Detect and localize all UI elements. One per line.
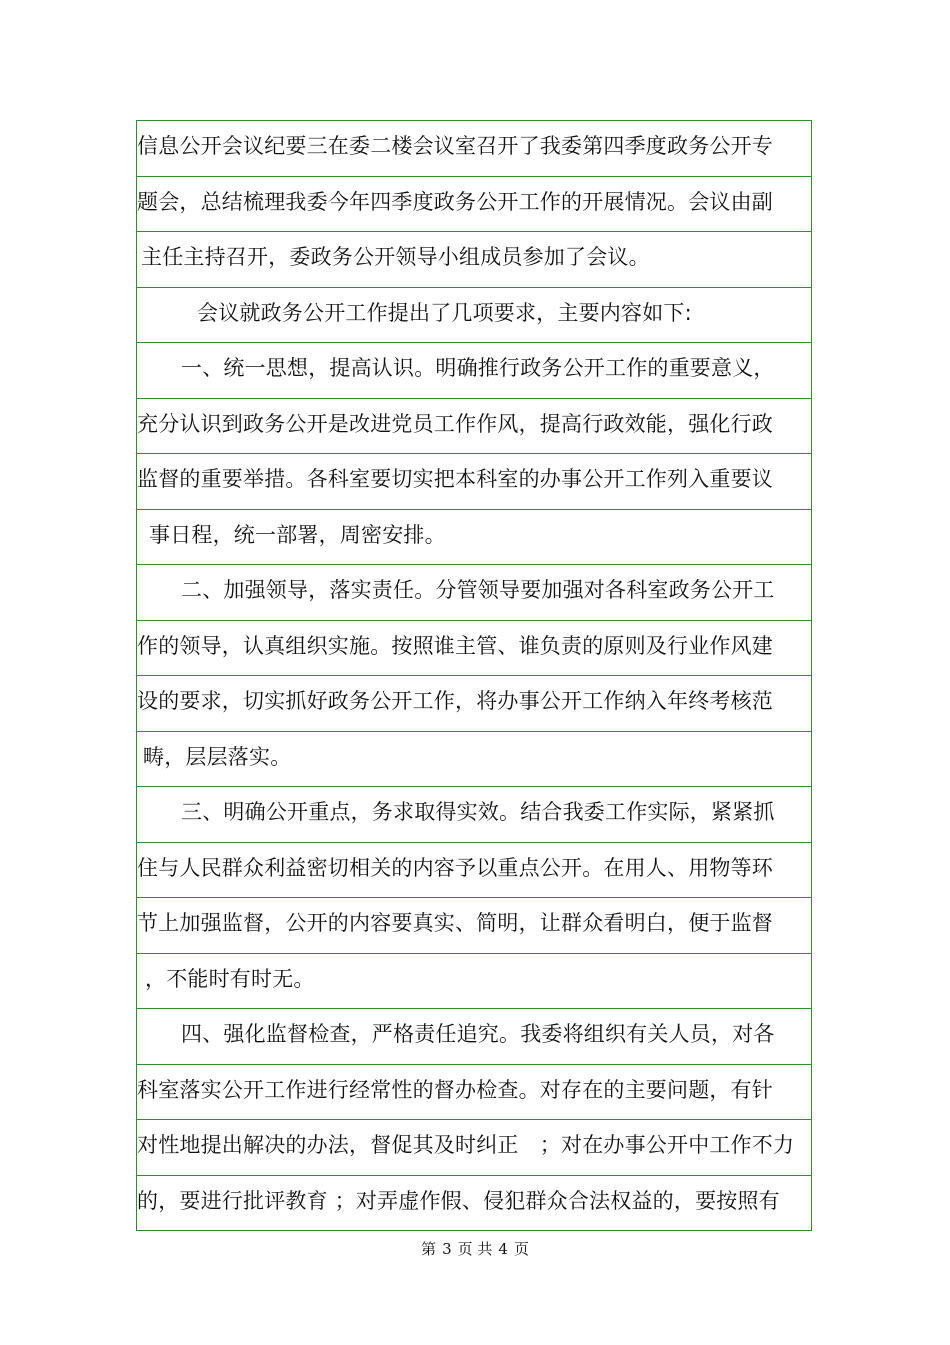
document-line: 题会，总结梳理我委今年四季度政务公开工作的开展情况。会议由副 [137,177,811,233]
document-line: 科室落实公开工作进行经常性的督办检查。对存在的主要问题，有针 [137,1065,811,1121]
document-line: 一、统一思想，提高认识。明确推行政务公开工作的重要意义， [137,343,811,399]
document-line: 二、加强领导，落实责任。分管领导要加强对各科室政务公开工 [137,565,811,621]
document-line: 主任主持召开，委政务公开领导小组成员参加了会议。 [137,232,811,288]
document-line: 畴，层层落实。 [137,732,811,788]
document-line: 设的要求，切实抓好政务公开工作，将办事公开工作纳入年终考核范 [137,676,811,732]
document-line: ，不能时有时无。 [137,954,811,1010]
document-line: 信息公开会议纪要三在委二楼会议室召开了我委第四季度政务公开专 [137,121,811,177]
document-line: 节上加强监督，公开的内容要真实、简明，让群众看明白，便于监督 [137,898,811,954]
document-line: 作的领导，认真组织实施。按照谁主管、谁负责的原则及行业作风建 [137,621,811,677]
document-line: 充分认识到政务公开是改进党员工作作风，提高行政效能，强化行政 [137,399,811,455]
footer-prefix: 第 [421,1240,437,1258]
footer-current-page: 3 [442,1240,452,1258]
document-line: 对性地提出解决的办法，督促其及时纠正 ；对在办事公开中工作不力 [137,1120,811,1176]
document-text-frame [136,120,812,1231]
document-line: 四、强化监督检查，严格责任追究。我委将组织有关人员，对各 [137,1009,811,1065]
document-line: 会议就政务公开工作提出了几项要求，主要内容如下: [137,288,811,344]
footer-suffix: 页 [513,1240,529,1258]
document-line: 监督的重要举措。各科室要切实把本科室的办事公开工作列入重要议 [137,454,811,510]
page-footer [0,1238,950,1259]
document-line: 三、明确公开重点，务求取得实效。结合我委工作实际，紧紧抓 [137,787,811,843]
document-line: 的，要进行批评教育 ；对弄虚作假、侵犯群众合法权益的，要按照有 [137,1188,780,1213]
footer-total-pages: 4 [498,1240,508,1258]
document-line: 住与人民群众利益密切相关的内容予以重点公开。在用人、用物等环 [137,843,811,899]
footer-middle: 页 共 [457,1240,493,1258]
document-line: 事日程，统一部署，周密安排。 [137,510,811,566]
